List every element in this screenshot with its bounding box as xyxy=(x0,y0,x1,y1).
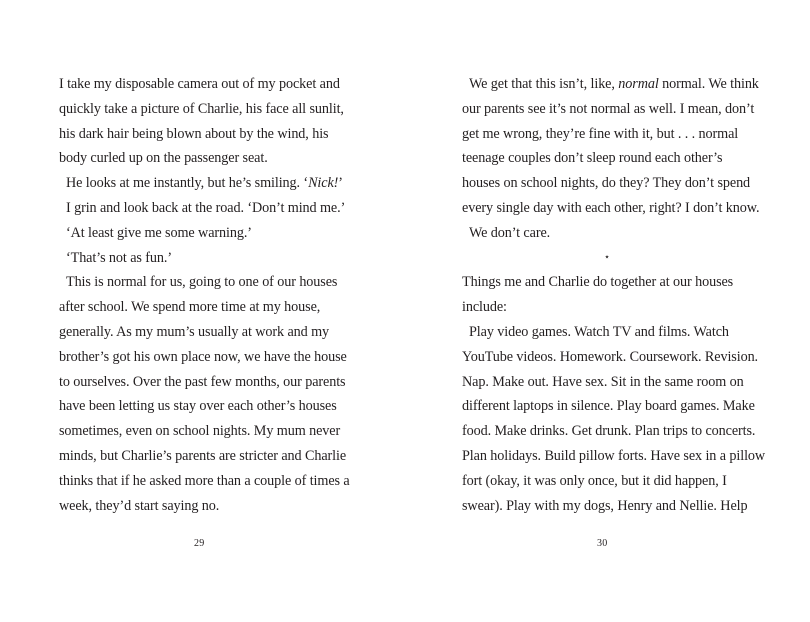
body-text-line: This is normal for us, going to one of our houses xyxy=(66,274,338,291)
body-text-line: body curled up on the passenger seat. xyxy=(59,150,268,167)
left-page xyxy=(59,72,349,518)
body-text-line: different laptops in silence. Play board games. Make xyxy=(462,398,755,415)
body-text-line: I take my disposable camera out of my pocket and xyxy=(59,76,340,92)
body-text-line: ‘That’s not as fun.’ xyxy=(66,249,172,266)
section-break-star: ⋆ xyxy=(603,251,611,263)
text-run: We get that this isn’t, like, xyxy=(469,76,619,92)
body-text-line: after school. We spend more time at my house, xyxy=(59,299,321,316)
right-page xyxy=(462,72,766,518)
body-text-line: brother’s got his own place now, we have the house xyxy=(59,348,347,365)
text-run: normal. We think xyxy=(658,76,759,92)
body-text-line: Play video games. Watch TV and films. Watch xyxy=(469,323,729,340)
body-text-line: I grin and look back at the road. ‘Don’t mind me.’ xyxy=(66,199,346,216)
body-text-line: generally. As my mum’s usually at work and my xyxy=(59,323,330,340)
body-text-line: his dark hair being blown about by the wind, his xyxy=(59,125,329,142)
body-text-line: Plan holidays. Build pillow forts. Have sex in a pillow xyxy=(462,447,766,464)
body-text-line: minds, but Charlie’s parents are stricter and Charlie xyxy=(59,447,347,464)
body-text-line: have been letting us stay over each other’s houses xyxy=(59,398,337,415)
page-number: 29 xyxy=(194,538,205,549)
body-text-line: sometimes, even on school nights. My mum never xyxy=(59,423,341,440)
body-text-line: week, they’d start saying no. xyxy=(59,497,220,514)
body-text-line: thinks that if he asked more than a couple of times a xyxy=(59,472,350,489)
body-text-line: Things me and Charlie do together at our houses xyxy=(462,274,734,291)
body-text-line xyxy=(59,171,349,196)
body-text-line: houses on school nights, do they? They don’t spend xyxy=(462,175,751,192)
body-text-line: swear). Play with my dogs, Henry and Nellie. Help xyxy=(462,497,748,514)
body-text-line: ‘At least give me some warning.’ xyxy=(66,224,252,241)
body-text-line: our parents see it’s not normal as well. I mean, don’t xyxy=(462,100,755,117)
body-text-line: fort (okay, it was only once, but it did happen, I xyxy=(462,472,727,489)
italic-text-run: normal xyxy=(618,76,659,92)
italic-text-run: Nick! xyxy=(308,175,339,192)
body-text-line: get me wrong, they’re fine with it, but . . . normal xyxy=(462,125,739,142)
body-text-line: teenage couples don’t sleep round each other’s xyxy=(462,150,723,167)
body-text-line xyxy=(462,72,759,97)
body-text-line: to ourselves. Over the past few months, our parents xyxy=(59,373,346,390)
body-text-line: Nap. Make out. Have sex. Sit in the same room on xyxy=(462,373,744,390)
body-text-line: include: xyxy=(462,299,507,316)
body-text-line: food. Make drinks. Get drunk. Plan trips to concerts. xyxy=(462,423,756,440)
body-text-line: YouTube videos. Homework. Coursework. Revision. xyxy=(462,348,759,365)
body-text-line: quickly take a picture of Charlie, his face all sunlit, xyxy=(59,100,344,117)
page-number: 30 xyxy=(597,538,608,549)
text-run: ’ xyxy=(338,175,343,192)
body-text-line: We don’t care. xyxy=(469,224,551,241)
text-run: He looks at me instantly, but he’s smiling. ‘ xyxy=(66,175,309,192)
body-text-line: every single day with each other, right? I don’t know. xyxy=(462,199,760,216)
